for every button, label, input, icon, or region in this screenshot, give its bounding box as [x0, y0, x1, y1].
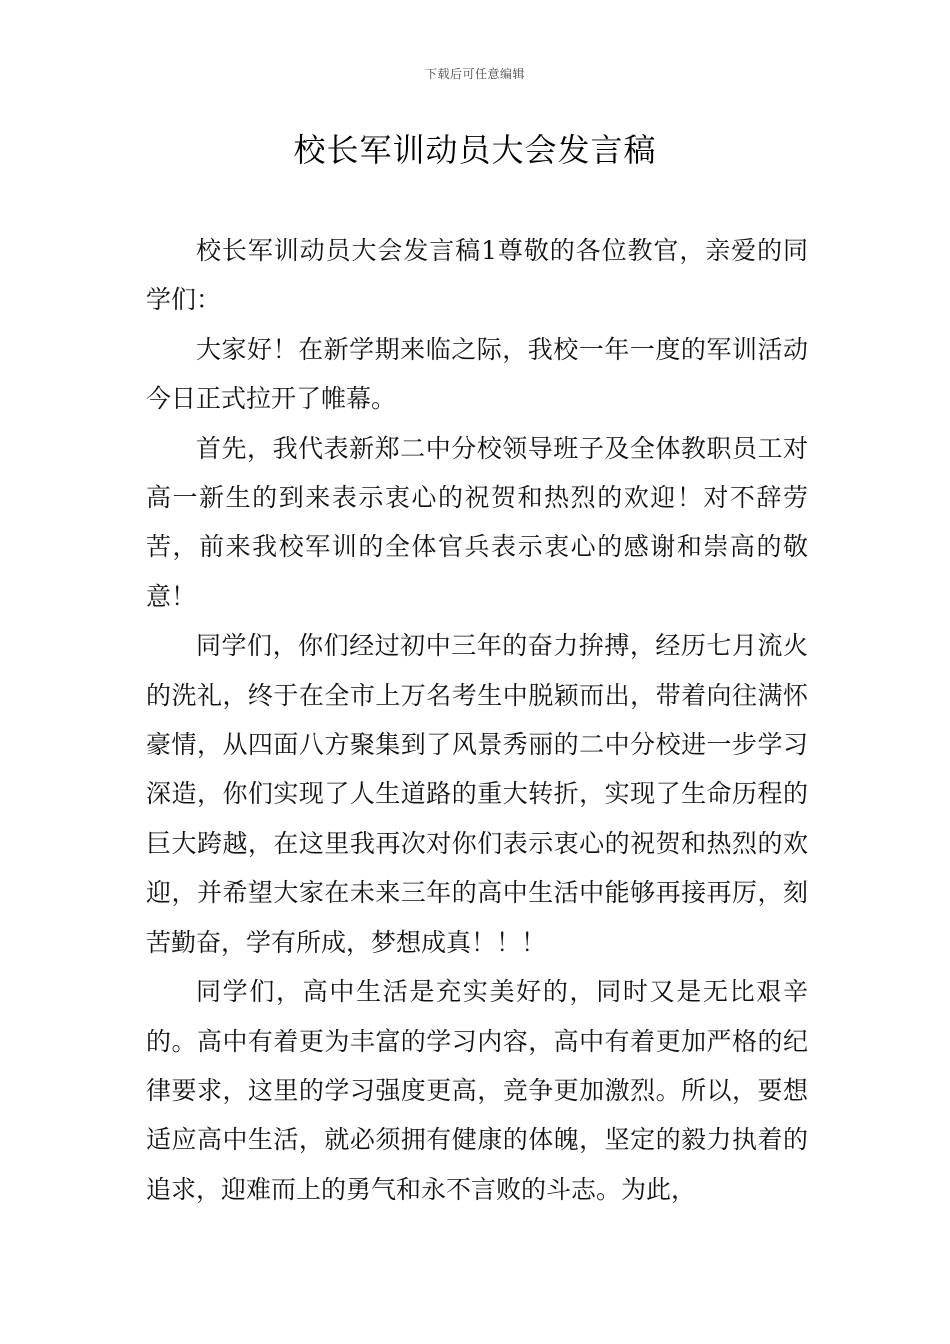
document-body: [146, 226, 808, 1214]
paragraph: 首先，我代表新郑二中分校领导班子及全体教职员工对高一新生的到来表示衷心的祝贺和热烈的欢迎！对不辞劳苦，前来我校军训的全体官兵表示衷心的感谢和崇高的敬意！: [146, 433, 808, 611]
document-title: 校长军训动员大会发言稿: [293, 131, 657, 169]
paragraph: 校长军训动员大会发言稿1尊敬的各位教官，亲爱的同学们：: [146, 236, 808, 315]
paragraph: 同学们，你们经过初中三年的奋力拚搏，经历七月流火的洗礼，终于在全市上万名考生中脱颖而出，带着向往满怀豪情，从四面八方聚集到了风景秀丽的二中分校进一步学习深造，你们实现了人生道路的重大转折，实现了生命历程的巨大跨越，在这里我再次对你们表示衷心的祝贺和热烈的欢迎，并希望大家在未来三年的高中生活中能够再接再厉，刻苦勤奋，学有所成，梦想成真！！！: [146, 631, 808, 957]
paragraph: 同学们，高中生活是充实美好的，同时又是无比艰辛的。高中有着更为丰富的学习内容，高中有着更加严格的纪律要求，这里的学习强度更高，竞争更加激烈。所以，要想适应高中生活，就必须拥有健康的体魄，坚定的毅力执着的追求，迎难而上的勇气和永不言败的斗志。为此，: [146, 977, 808, 1204]
header-note: 下载后可任意编辑: [424, 67, 525, 81]
paragraph: 大家好！在新学期来临之际，我校一年一度的军训活动今日正式拉开了帷幕。: [146, 334, 808, 414]
